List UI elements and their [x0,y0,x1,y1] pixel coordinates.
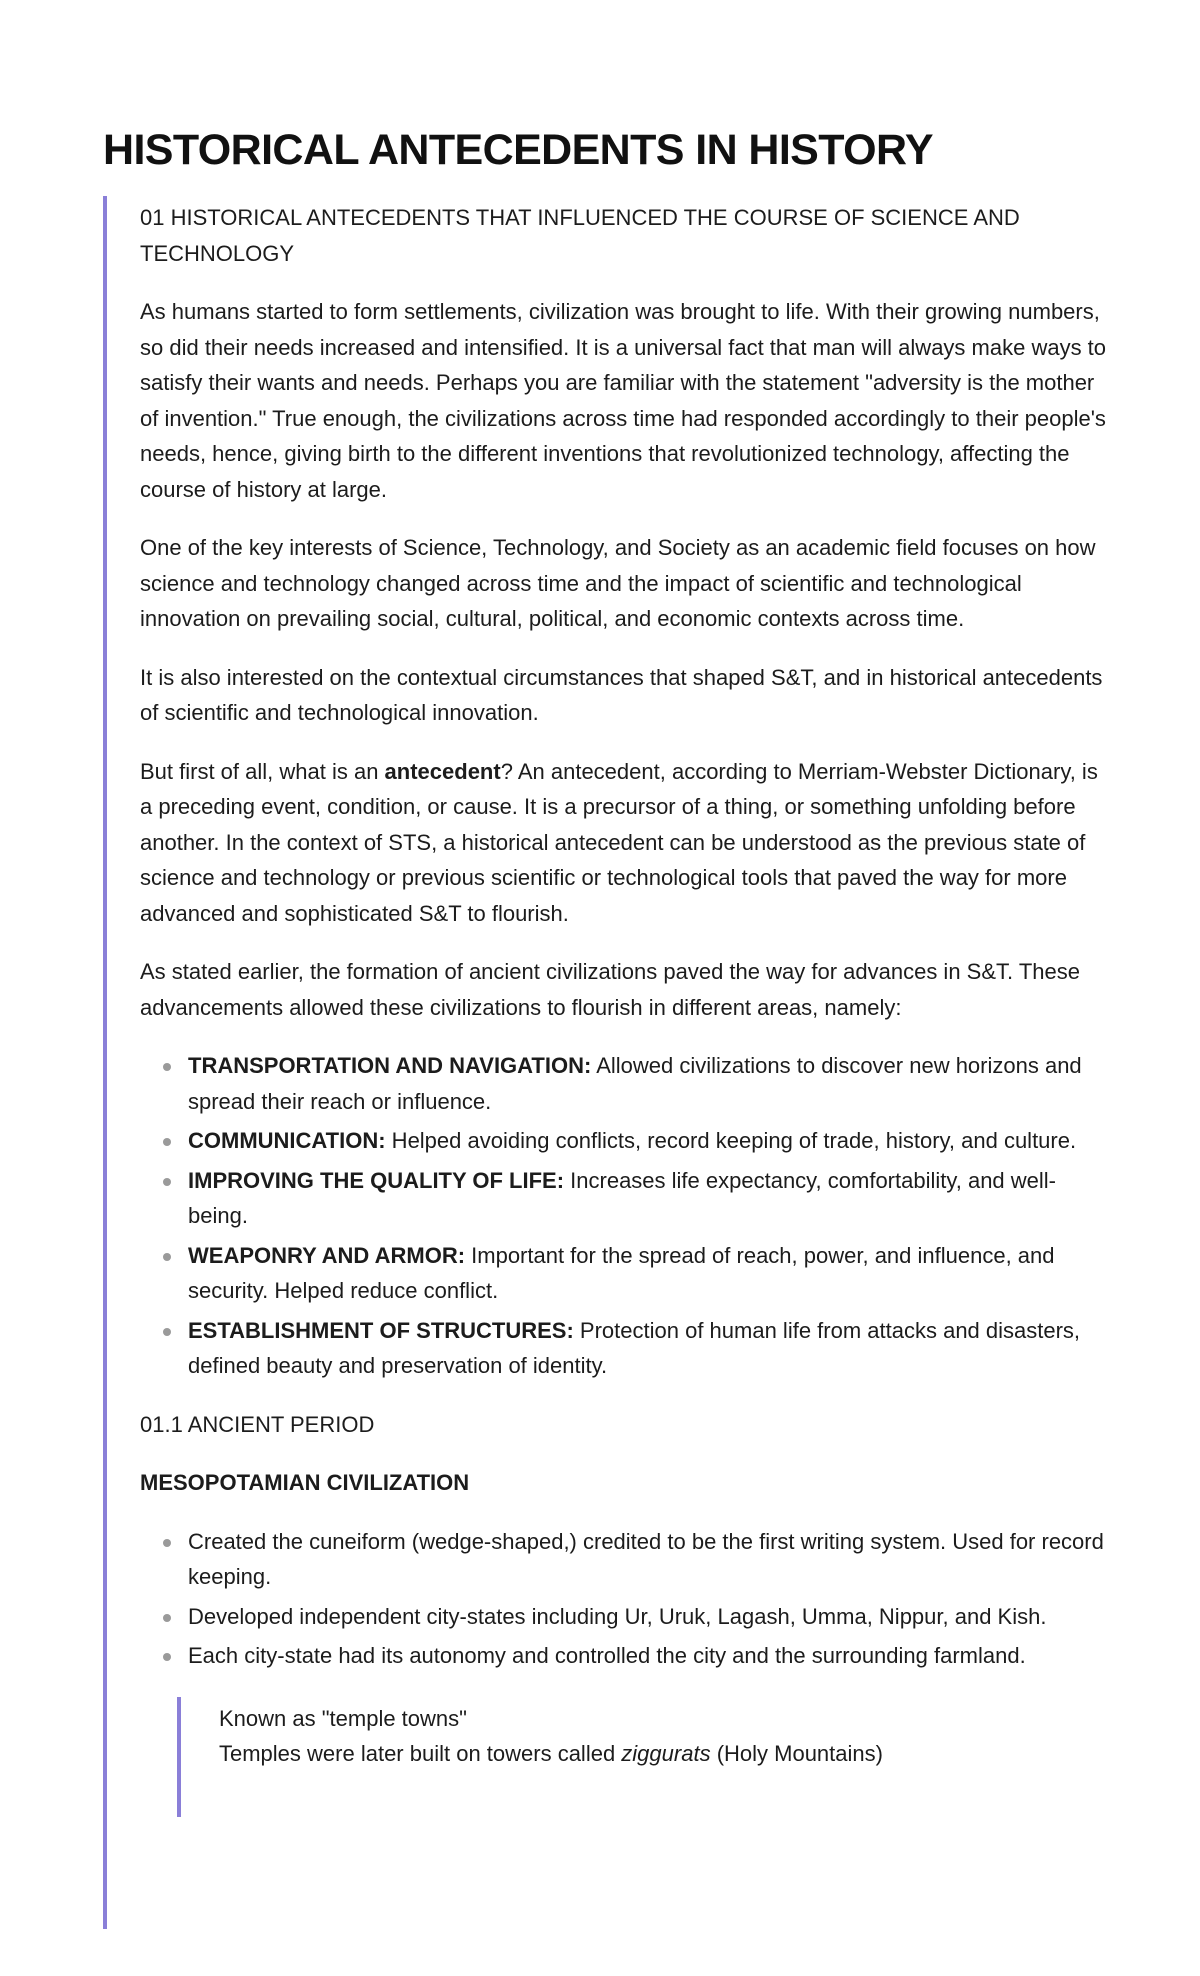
area-term: ESTABLISHMENT OF STRUCTURES: [188,1317,574,1343]
bullet-icon [163,1614,171,1622]
area-desc: Increases life expectancy, comfortability, and well-being. [188,1167,1056,1228]
bullet-icon [163,1178,171,1186]
paragraph-areas-intro: As stated earlier, the formation of ancient civilizations paved the way for advances in S&T. These advancements allowed these civilizations to flourish in different areas, namely: [140,959,1080,1020]
bullet-icon [163,1539,171,1547]
subsection-heading: 01.1 ANCIENT PERIOD [140,1411,375,1437]
quote-line-1: Known as "temple towns" [219,1705,467,1731]
area-desc: Helped avoiding conflicts, record keeping of trade, history, and culture. [385,1128,1077,1153]
list-item [140,1048,1110,1119]
document-body [140,200,1110,1817]
list-item [140,1163,1110,1234]
bullet-icon [163,1328,171,1336]
area-term: IMPROVING THE QUALITY OF LIFE: [188,1167,565,1193]
area-term: COMMUNICATION: [188,1128,386,1153]
paragraph-intro: As humans started to form settlements, civilization was brought to life. With their growing numbers, so did their needs increased and intensified. It is a universal fact that man will always make ways to satisfy their wants and needs. Perhaps you are familiar with the statement "adversity is the mother of invention." True enough, the civilizations across time had responded accordingly to their people's needs, hence, giving birth to the different inventions that revolutionized technology, affecting the course of history at large. [140,299,1107,502]
list-item [140,1313,1110,1384]
civilization-points-list [140,1524,1110,1674]
antecedent-term: antecedent [384,758,501,784]
area-term: TRANSPORTATION AND NAVIGATION: [188,1053,592,1078]
page-title: HISTORICAL ANTECEDENTS IN HISTORY [103,126,933,174]
areas-list [140,1048,1110,1384]
bullet-icon [163,1063,171,1071]
antecedent-text-before: But first of all, what is an [140,758,385,784]
quote-text-after: (Holy Mountains) [710,1741,883,1766]
paragraph-antecedent [140,754,1110,932]
list-item [140,1238,1110,1309]
bullet-icon [163,1253,171,1261]
antecedent-text-after: ? An antecedent, according to Merriam-Webster Dictionary, is a preceding event, condition, or cause. It is a precursor of a thing, or something unfolding before another. In the context of STS, a historical antecedent can be understood as the previous state of science and technology or previous scientific or technological tools that paved the way for more advanced and sophisticated S&T to flourish. [140,758,1098,926]
list-item [140,1599,1110,1635]
section-heading: 01 HISTORICAL ANTECEDENTS THAT INFLUENCED THE COURSE OF SCIENCE AND TECHNOLOGY [140,205,1020,266]
area-term: WEAPONRY AND ARMOR: [188,1242,466,1268]
quote-line-2 [219,1736,1110,1772]
list-item [140,1638,1110,1674]
list-item [140,1123,1110,1159]
area-desc: Important for the spread of reach, power, and influence, and security. Helped reduce conflict. [188,1242,1055,1303]
civilization-point: Developed independent city-states including Ur, Uruk, Lagash, Umma, Nippur, and Kish. [188,1603,1047,1629]
civilization-heading: MESOPOTAMIAN CIVILIZATION [140,1470,470,1495]
nested-quote [177,1697,1110,1817]
civilization-point: Created the cuneiform (wedge-shaped,) credited to be the first writing system. Used for record keeping. [188,1528,1104,1589]
civilization-point: Each city-state had its autonomy and controlled the city and the surrounding farmland. [188,1643,1026,1668]
bullet-icon [163,1138,171,1146]
area-desc: Allowed civilizations to discover new horizons and spread their reach or influence. [188,1053,1082,1114]
area-desc: Protection of human life from attacks and disasters, defined beauty and preservation of identity. [188,1317,1081,1378]
paragraph-sts-interests: One of the key interests of Science, Technology, and Society as an academic field focuses on how science and technology changed across time and the impact of scientific and technological innovation on prevailing social, cultural, political, and economic contexts across time. [140,535,1096,631]
paragraph-contextual: It is also interested on the contextual circumstances that shaped S&T, and in historical antecedents of scientific and technological innovation. [140,664,1103,725]
list-item [140,1524,1110,1595]
bullet-icon [163,1653,171,1661]
quote-ziggurats: ziggurats [621,1741,711,1766]
quote-text-before: Temples were later built on towers called [219,1741,622,1766]
